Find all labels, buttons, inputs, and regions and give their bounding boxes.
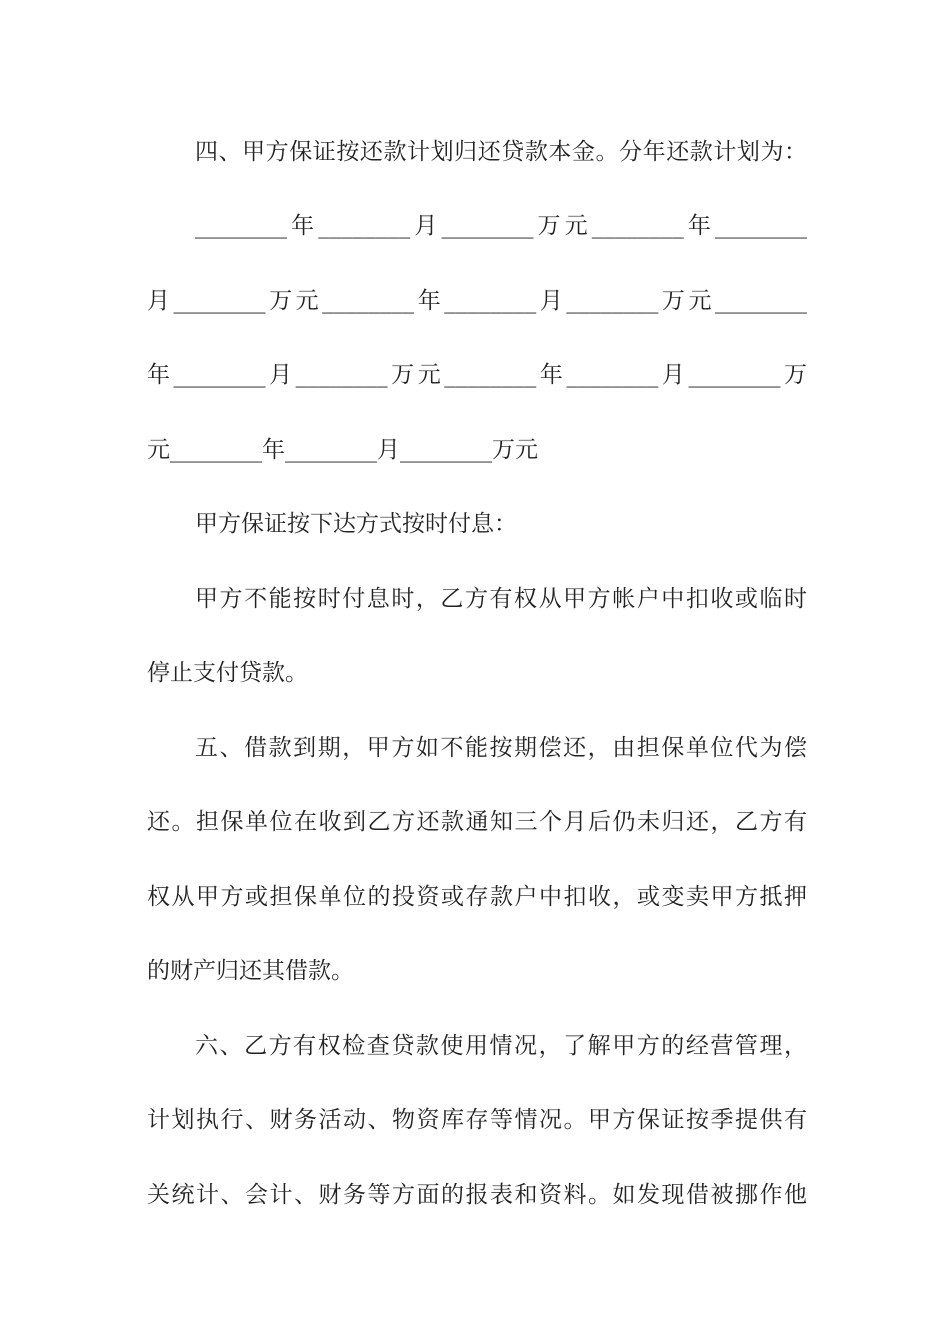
clause-4-line-1: 四、甲方保证按还款计划归还贷款本金。分年还款计划为： [195, 139, 807, 165]
interest-default-line-1: 甲方不能按时付息时，乙方有权从甲方帐户中扣收或临时 [195, 586, 807, 612]
clause-6-line-1: 六、乙方有权检查贷款使用情况，了解甲方的经营管理， [195, 1033, 807, 1059]
repayment-schedule-line-3: 年________月________万元________年________月________万 [147, 362, 807, 388]
clause-6-line-2: 计划执行、财务活动、物资库存等情况。甲方保证按季提供有 [147, 1107, 807, 1133]
clause-6-line-3: 关统计、会计、财务等方面的报表和资料。如发现借被挪作他 [147, 1182, 807, 1208]
interest-default-line-2: 停止支付贷款。 [147, 660, 308, 686]
clause-5-line-3: 权从甲方或担保单位的投资或存款户中扣收，或变卖甲方抵押 [147, 884, 807, 910]
repayment-schedule-line-1: ________年________月________万元________年________ [195, 213, 807, 239]
repayment-schedule-line-4: 元________年________月________万元 [147, 437, 538, 463]
interest-payment-line: 甲方保证按下达方式按时付息： [195, 511, 517, 537]
repayment-schedule-line-2: 月________万元________年________月________万元________ [147, 288, 807, 314]
clause-5-line-4: 的财产归还其借款。 [147, 958, 354, 984]
clause-5-line-1: 五、借款到期，甲方如不能按期偿还，由担保单位代为偿 [195, 735, 807, 761]
clause-5-line-2: 还。担保单位在收到乙方还款通知三个月后仍未归还，乙方有 [147, 809, 807, 835]
